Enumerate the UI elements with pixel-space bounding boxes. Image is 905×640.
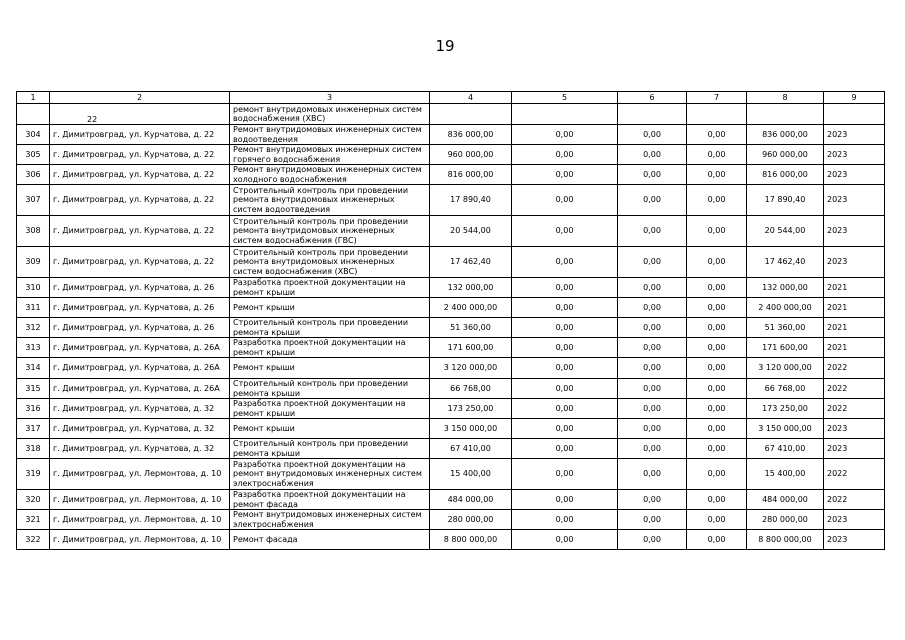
fund-cell: 0,00 bbox=[512, 379, 618, 399]
fund-cell: 0,00 bbox=[512, 439, 618, 459]
other-cell: 0,00 bbox=[687, 318, 747, 338]
budget-cell: 0,00 bbox=[618, 185, 687, 216]
work-cell: Строительный контроль при проведении ремонта внутридомовых инженерных систем водоснабжения (ХВС) bbox=[230, 247, 430, 278]
table-row bbox=[17, 216, 885, 247]
row-number-cell: 317 bbox=[17, 419, 50, 439]
fund-cell: 0,00 bbox=[512, 145, 618, 165]
year-cell: 2021 bbox=[824, 338, 885, 358]
fund-cell: 0,00 bbox=[512, 278, 618, 298]
column-number-row bbox=[17, 92, 885, 104]
fund-cell: 0,00 bbox=[512, 318, 618, 338]
row-number-cell: 305 bbox=[17, 145, 50, 165]
work-cell: Разработка проектной документации на ремонт крыши bbox=[230, 278, 430, 298]
total-cost-cell: 816 000,00 bbox=[430, 165, 512, 185]
table-row bbox=[17, 185, 885, 216]
address-cell: г. Димитровград, ул. Курчатова, д. 32 bbox=[50, 439, 230, 459]
table-row bbox=[17, 298, 885, 318]
row-number-cell: 315 bbox=[17, 379, 50, 399]
fund-cell: 0,00 bbox=[512, 459, 618, 490]
address-cell: г. Димитровград, ул. Лермонтова, д. 10 bbox=[50, 510, 230, 530]
fund-cell: 0,00 bbox=[512, 530, 618, 550]
total-cost-cell: 173 250,00 bbox=[430, 399, 512, 419]
table-row bbox=[17, 278, 885, 298]
work-cell: Разработка проектной документации на ремонт внутридомовых инженерных систем электроснабжения bbox=[230, 459, 430, 490]
year-cell: 2023 bbox=[824, 185, 885, 216]
total-cost-cell: 15 400,00 bbox=[430, 459, 512, 490]
table-row bbox=[17, 399, 885, 419]
address-cell: г. Димитровград, ул. Лермонтова, д. 10 bbox=[50, 490, 230, 510]
address-cell: г. Димитровград, ул. Лермонтова, д. 10 bbox=[50, 459, 230, 490]
owners-cell: 132 000,00 bbox=[747, 278, 824, 298]
year-cell: 2023 bbox=[824, 419, 885, 439]
work-cell: Строительный контроль при проведении ремонта крыши bbox=[230, 439, 430, 459]
address-cell: г. Димитровград, ул. Курчатова, д. 32 bbox=[50, 399, 230, 419]
table-row bbox=[17, 358, 885, 379]
budget-cell: 0,00 bbox=[618, 510, 687, 530]
address-cell: г. Димитровград, ул. Курчатова, д. 22 bbox=[50, 125, 230, 145]
table-row bbox=[17, 419, 885, 439]
fund-cell: 0,00 bbox=[512, 490, 618, 510]
other-cell: 0,00 bbox=[687, 439, 747, 459]
owners-cell: 280 000,00 bbox=[747, 510, 824, 530]
work-cell: Ремонт внутридомовых инженерных систем водоотведения bbox=[230, 125, 430, 145]
year-cell: 2023 bbox=[824, 216, 885, 247]
table-row bbox=[17, 247, 885, 278]
year-cell: 2023 bbox=[824, 165, 885, 185]
total-cost-cell: 17 890,40 bbox=[430, 185, 512, 216]
column-header: 7 bbox=[687, 92, 747, 104]
other-cell: 0,00 bbox=[687, 165, 747, 185]
fund-cell: 0,00 bbox=[512, 510, 618, 530]
table-row bbox=[17, 439, 885, 459]
column-header: 1 bbox=[17, 92, 50, 104]
work-cell: Разработка проектной документации на ремонт крыши bbox=[230, 399, 430, 419]
budget-cell: 0,00 bbox=[618, 145, 687, 165]
budget-cell: 0,00 bbox=[618, 247, 687, 278]
owners-cell: 3 150 000,00 bbox=[747, 419, 824, 439]
owners-cell: 17 462,40 bbox=[747, 247, 824, 278]
row-number-cell: 304 bbox=[17, 125, 50, 145]
empty-cell bbox=[512, 104, 618, 125]
owners-cell: 8 800 000,00 bbox=[747, 530, 824, 550]
year-cell: 2023 bbox=[824, 125, 885, 145]
total-cost-cell: 836 000,00 bbox=[430, 125, 512, 145]
year-cell: 2023 bbox=[824, 145, 885, 165]
address-cell: г. Димитровград, ул. Курчатова, д. 32 bbox=[50, 419, 230, 439]
fund-cell: 0,00 bbox=[512, 399, 618, 419]
works-table bbox=[16, 91, 885, 550]
total-cost-cell: 280 000,00 bbox=[430, 510, 512, 530]
total-cost-cell: 171 600,00 bbox=[430, 338, 512, 358]
table-row bbox=[17, 530, 885, 550]
total-cost-cell: 17 462,40 bbox=[430, 247, 512, 278]
budget-cell: 0,00 bbox=[618, 439, 687, 459]
address-cell: г. Димитровград, ул. Курчатова, д. 26 bbox=[50, 278, 230, 298]
table-body bbox=[17, 104, 885, 550]
address-cell: г. Димитровград, ул. Курчатова, д. 22 bbox=[50, 185, 230, 216]
table-row bbox=[17, 165, 885, 185]
work-cell: Строительный контроль при проведении ремонта крыши bbox=[230, 318, 430, 338]
row-number-cell: 309 bbox=[17, 247, 50, 278]
other-cell: 0,00 bbox=[687, 358, 747, 379]
year-cell: 2022 bbox=[824, 459, 885, 490]
row-number-cell: 313 bbox=[17, 338, 50, 358]
table-row bbox=[17, 459, 885, 490]
other-cell: 0,00 bbox=[687, 379, 747, 399]
other-cell: 0,00 bbox=[687, 298, 747, 318]
year-cell: 2021 bbox=[824, 318, 885, 338]
work-cell: Разработка проектной документации на ремонт фасада bbox=[230, 490, 430, 510]
budget-cell: 0,00 bbox=[618, 125, 687, 145]
total-cost-cell: 8 800 000,00 bbox=[430, 530, 512, 550]
row-number-cell: 321 bbox=[17, 510, 50, 530]
work-cell: Ремонт крыши bbox=[230, 358, 430, 379]
year-cell: 2023 bbox=[824, 530, 885, 550]
address-cell: 22 bbox=[50, 104, 230, 125]
other-cell: 0,00 bbox=[687, 459, 747, 490]
owners-cell: 3 120 000,00 bbox=[747, 358, 824, 379]
empty-cell bbox=[747, 104, 824, 125]
total-cost-cell: 51 360,00 bbox=[430, 318, 512, 338]
budget-cell: 0,00 bbox=[618, 216, 687, 247]
year-cell: 2023 bbox=[824, 510, 885, 530]
address-cell: г. Димитровград, ул. Лермонтова, д. 10 bbox=[50, 530, 230, 550]
address-cell: г. Димитровград, ул. Курчатова, д. 26А bbox=[50, 379, 230, 399]
column-header: 4 bbox=[430, 92, 512, 104]
budget-cell: 0,00 bbox=[618, 338, 687, 358]
year-cell: 2021 bbox=[824, 278, 885, 298]
work-cell: Ремонт крыши bbox=[230, 419, 430, 439]
address-cell: г. Димитровград, ул. Курчатова, д. 22 bbox=[50, 247, 230, 278]
year-cell: 2022 bbox=[824, 379, 885, 399]
year-cell: 2021 bbox=[824, 298, 885, 318]
row-number-cell: 319 bbox=[17, 459, 50, 490]
owners-cell: 17 890,40 bbox=[747, 185, 824, 216]
column-header: 2 bbox=[50, 92, 230, 104]
work-cell: Строительный контроль при проведении ремонта внутридомовых инженерных систем водоснабжения (ГВС) bbox=[230, 216, 430, 247]
other-cell: 0,00 bbox=[687, 510, 747, 530]
budget-cell: 0,00 bbox=[618, 530, 687, 550]
fund-cell: 0,00 bbox=[512, 165, 618, 185]
budget-cell: 0,00 bbox=[618, 419, 687, 439]
other-cell: 0,00 bbox=[687, 530, 747, 550]
other-cell: 0,00 bbox=[687, 338, 747, 358]
year-cell: 2022 bbox=[824, 399, 885, 419]
year-cell: 2023 bbox=[824, 247, 885, 278]
total-cost-cell: 3 150 000,00 bbox=[430, 419, 512, 439]
fund-cell: 0,00 bbox=[512, 216, 618, 247]
owners-cell: 20 544,00 bbox=[747, 216, 824, 247]
row-number-cell: 314 bbox=[17, 358, 50, 379]
total-cost-cell: 3 120 000,00 bbox=[430, 358, 512, 379]
row-number-cell: 320 bbox=[17, 490, 50, 510]
work-cell: Ремонт внутридомовых инженерных систем горячего водоснабжения bbox=[230, 145, 430, 165]
row-number-cell bbox=[17, 104, 50, 125]
address-cell: г. Димитровград, ул. Курчатова, д. 26А bbox=[50, 358, 230, 379]
column-header: 6 bbox=[618, 92, 687, 104]
work-cell: ремонт внутридомовых инженерных систем водоснабжения (ХВС) bbox=[230, 104, 430, 125]
total-cost-cell: 66 768,00 bbox=[430, 379, 512, 399]
total-cost-cell: 20 544,00 bbox=[430, 216, 512, 247]
owners-cell: 836 000,00 bbox=[747, 125, 824, 145]
table-row bbox=[17, 379, 885, 399]
work-cell: Строительный контроль при проведении ремонта внутридомовых инженерных систем водоотведения bbox=[230, 185, 430, 216]
total-cost-cell: 2 400 000,00 bbox=[430, 298, 512, 318]
table-row bbox=[17, 490, 885, 510]
other-cell: 0,00 bbox=[687, 490, 747, 510]
total-cost-cell: 484 000,00 bbox=[430, 490, 512, 510]
fund-cell: 0,00 bbox=[512, 298, 618, 318]
owners-cell: 66 768,00 bbox=[747, 379, 824, 399]
owners-cell: 67 410,00 bbox=[747, 439, 824, 459]
total-cost-cell: 960 000,00 bbox=[430, 145, 512, 165]
other-cell: 0,00 bbox=[687, 419, 747, 439]
owners-cell: 15 400,00 bbox=[747, 459, 824, 490]
work-cell: Ремонт крыши bbox=[230, 298, 430, 318]
row-number-cell: 322 bbox=[17, 530, 50, 550]
other-cell: 0,00 bbox=[687, 125, 747, 145]
fund-cell: 0,00 bbox=[512, 247, 618, 278]
other-cell: 0,00 bbox=[687, 247, 747, 278]
work-cell: Ремонт фасада bbox=[230, 530, 430, 550]
owners-cell: 816 000,00 bbox=[747, 165, 824, 185]
budget-cell: 0,00 bbox=[618, 298, 687, 318]
budget-cell: 0,00 bbox=[618, 165, 687, 185]
table-row bbox=[17, 338, 885, 358]
budget-cell: 0,00 bbox=[618, 379, 687, 399]
year-cell: 2022 bbox=[824, 358, 885, 379]
column-header: 8 bbox=[747, 92, 824, 104]
work-cell: Ремонт внутридомовых инженерных систем холодного водоснабжения bbox=[230, 165, 430, 185]
other-cell: 0,00 bbox=[687, 278, 747, 298]
budget-cell: 0,00 bbox=[618, 358, 687, 379]
empty-cell bbox=[687, 104, 747, 125]
budget-cell: 0,00 bbox=[618, 490, 687, 510]
empty-cell bbox=[618, 104, 687, 125]
fund-cell: 0,00 bbox=[512, 419, 618, 439]
page-number: 19 bbox=[435, 37, 455, 55]
row-number-cell: 312 bbox=[17, 318, 50, 338]
column-header: 9 bbox=[824, 92, 885, 104]
other-cell: 0,00 bbox=[687, 216, 747, 247]
year-cell: 2022 bbox=[824, 490, 885, 510]
row-number-cell: 311 bbox=[17, 298, 50, 318]
other-cell: 0,00 bbox=[687, 145, 747, 165]
address-cell: г. Димитровград, ул. Курчатова, д. 22 bbox=[50, 145, 230, 165]
fund-cell: 0,00 bbox=[512, 185, 618, 216]
address-cell: г. Димитровград, ул. Курчатова, д. 26 bbox=[50, 318, 230, 338]
fund-cell: 0,00 bbox=[512, 338, 618, 358]
table-row bbox=[17, 318, 885, 338]
total-cost-cell: 67 410,00 bbox=[430, 439, 512, 459]
address-cell: г. Димитровград, ул. Курчатова, д. 22 bbox=[50, 216, 230, 247]
column-header: 3 bbox=[230, 92, 430, 104]
row-number-cell: 316 bbox=[17, 399, 50, 419]
continuation-row bbox=[17, 104, 885, 125]
address-cell: г. Димитровград, ул. Курчатова, д. 26А bbox=[50, 338, 230, 358]
budget-cell: 0,00 bbox=[618, 278, 687, 298]
budget-cell: 0,00 bbox=[618, 318, 687, 338]
other-cell: 0,00 bbox=[687, 185, 747, 216]
empty-cell bbox=[824, 104, 885, 125]
owners-cell: 51 360,00 bbox=[747, 318, 824, 338]
row-number-cell: 310 bbox=[17, 278, 50, 298]
owners-cell: 960 000,00 bbox=[747, 145, 824, 165]
table-row bbox=[17, 510, 885, 530]
fund-cell: 0,00 bbox=[512, 358, 618, 379]
address-cell: г. Димитровград, ул. Курчатова, д. 26 bbox=[50, 298, 230, 318]
total-cost-cell: 132 000,00 bbox=[430, 278, 512, 298]
row-number-cell: 307 bbox=[17, 185, 50, 216]
budget-cell: 0,00 bbox=[618, 399, 687, 419]
budget-cell: 0,00 bbox=[618, 459, 687, 490]
owners-cell: 484 000,00 bbox=[747, 490, 824, 510]
table-row bbox=[17, 145, 885, 165]
fund-cell: 0,00 bbox=[512, 125, 618, 145]
table-row bbox=[17, 125, 885, 145]
other-cell: 0,00 bbox=[687, 399, 747, 419]
empty-cell bbox=[430, 104, 512, 125]
row-number-cell: 308 bbox=[17, 216, 50, 247]
address-cell: г. Димитровград, ул. Курчатова, д. 22 bbox=[50, 165, 230, 185]
owners-cell: 171 600,00 bbox=[747, 338, 824, 358]
work-cell: Строительный контроль при проведении ремонта крыши bbox=[230, 379, 430, 399]
owners-cell: 173 250,00 bbox=[747, 399, 824, 419]
row-number-cell: 306 bbox=[17, 165, 50, 185]
year-cell: 2023 bbox=[824, 439, 885, 459]
work-cell: Разработка проектной документации на ремонт крыши bbox=[230, 338, 430, 358]
row-number-cell: 318 bbox=[17, 439, 50, 459]
column-header: 5 bbox=[512, 92, 618, 104]
work-cell: Ремонт внутридомовых инженерных систем электроснабжения bbox=[230, 510, 430, 530]
owners-cell: 2 400 000,00 bbox=[747, 298, 824, 318]
